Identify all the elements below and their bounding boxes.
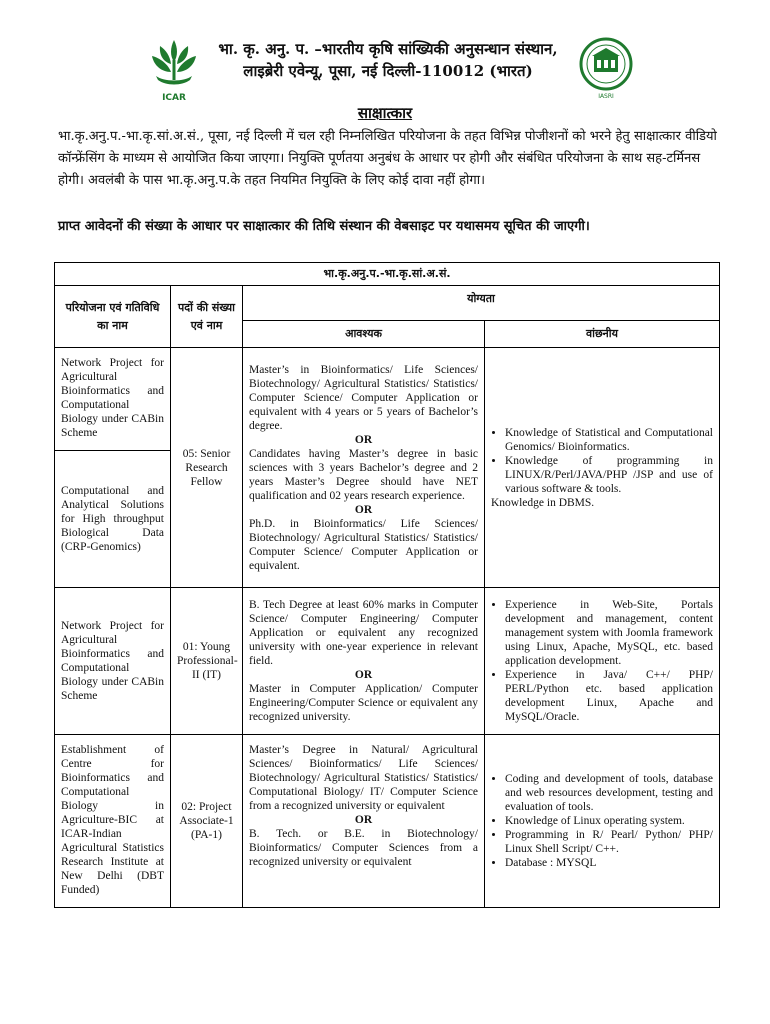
project-name: Computational and Analytical Solutions for High throughput Biological Data (CRP-Genomics) bbox=[55, 451, 171, 588]
intro-paragraph: भा.कृ.अनु.प.-भा.कृ.सां.अ.सं., पूसा, नई दिल्ली में चल रही निम्नलिखित परियोजना के तहत विभिन्न पोजीशनों को भरने हेतु साक्षात्कार वीडियो कॉन्फ्रेंसिंग के माध्यम से आयोजित किया जाएगा। नियुक्ति पूर्णतया अनुबंध के आधार पर होगी और संबंधित परियोजना के साथ सह-टर्मिनस होगी। अवलंबी के पास भा.कृ.अनु.प.के तहत नियमित नियुक्ति के लिए कोई दावा नहीं होगा। bbox=[58, 129, 717, 188]
posts-cell: 02: Project Associate-1 (PA-1) bbox=[171, 735, 243, 908]
table-row bbox=[55, 588, 720, 735]
page-title: साक्षात्कार bbox=[357, 104, 413, 122]
project-name: Network Project for Agricultural Bioinformatics and Computational Biology under CABin Scheme bbox=[55, 348, 171, 451]
desirable-item: • Experience in Web-Site, Portals development and management, content management system with Joomla framework using Linux, Apache, MySQL, etc. based application development. bbox=[505, 598, 713, 668]
header-posts: पदों की संख्या एवं नाम bbox=[171, 286, 243, 348]
essential-text: Candidates having Master’s degree in basic sciences with 3 years Bachelor’s degree and 2 years Master’s Degree should have NET qualification and 02 years research experience. bbox=[249, 447, 478, 502]
desirable-cell bbox=[485, 588, 720, 735]
or-separator: OR bbox=[354, 669, 373, 681]
desirable-item: • Knowledge of Statistical and Computational Genomics/ Bioinformatics. bbox=[505, 426, 713, 454]
header-project: परियोजना एवं गतिविधि का नाम bbox=[55, 286, 171, 348]
or-separator: OR bbox=[354, 503, 373, 516]
essential-text: B. Tech Degree at least 60% marks in Computer Science/ Computer Engineering/ Computer Application or equivalent any recognized university with one-year experience in relevant field. bbox=[249, 599, 478, 667]
desirable-cell bbox=[485, 735, 720, 908]
iasri-logo bbox=[578, 32, 634, 102]
desirable-item: • Knowledge of programming in LINUX/R/Perl/JAVA/PHP /JSP and use of various software & tools. bbox=[505, 454, 713, 496]
essential-text: Master’s in Bioinformatics/ Life Sciences/ Biotechnology/ Agricultural Statistics/ Statistics/ Computer Science/ Computer Application or equivalent with 4 years or 5 years of Bachelor’s degree. bbox=[249, 363, 478, 432]
desirable-item: • Programming in R/ Pearl/ Python/ PHP/ Linux Shell Script/ C++. bbox=[505, 828, 713, 856]
institute-name bbox=[208, 38, 568, 82]
desirable-cell bbox=[485, 348, 720, 588]
desirable-item: • Knowledge of Linux operating system. bbox=[505, 814, 713, 828]
svg-text:IASRI: IASRI bbox=[598, 93, 614, 100]
institute-line-1: भा. कृ. अनु. प. –भारतीय कृषि सांख्यिकी अनुसन्धान संस्थान, bbox=[218, 40, 558, 58]
svg-text:ICAR: ICAR bbox=[162, 93, 186, 103]
header-qualification: योग्यता bbox=[243, 286, 720, 321]
table-title: भा.कृ.अनु.प.-भा.कृ.सां.अ.सं. bbox=[55, 263, 720, 286]
essential-cell bbox=[243, 348, 485, 588]
essential-cell bbox=[243, 735, 485, 908]
posts-cell: 01: Young Professional-II (IT) bbox=[171, 588, 243, 735]
posts-cell: 05: Senior Research Fellow bbox=[171, 348, 243, 588]
table-title-row bbox=[55, 263, 720, 286]
letterhead bbox=[0, 28, 770, 106]
institute-address: लाइब्रेरी एवेन्यू, पूसा, नई दिल्ली-110012 (भारत) bbox=[243, 62, 533, 80]
header-essential: आवश्यक bbox=[243, 321, 485, 348]
header-desirable: वांछनीय bbox=[485, 321, 720, 348]
table-row bbox=[55, 735, 720, 908]
essential-cell bbox=[243, 588, 485, 735]
or-separator: OR bbox=[354, 433, 373, 446]
essential-text: Master’s Degree in Natural/ Agricultural Sciences/ Bioinformatics/ Life Sciences/ Biotechnology/ Agricultural Statistics/ Statistics/ Computational Biology/ IT/ Computer Science from a recognized university or equivalent bbox=[249, 744, 478, 812]
essential-text: Ph.D. in Bioinformatics/ Life Sciences/ Biotechnology/ Agricultural Statistics/ Statistics/ Computer Science/ Computer Application or equivalent. bbox=[249, 517, 478, 572]
essential-text: Master in Computer Application/ Computer Engineering/Computer Science or equivalent any recognized university. bbox=[249, 683, 478, 723]
project-name: Network Project for Agricultural Bioinformatics and Computational Biology under CABin Scheme bbox=[55, 588, 171, 735]
icar-logo bbox=[146, 34, 202, 104]
essential-text: B. Tech. or B.E. in Biotechnology/ Bioinformatics/ Computer Sciences from a recognized university or equivalent bbox=[249, 828, 478, 868]
desirable-extra: Knowledge in DBMS. bbox=[491, 496, 595, 509]
table-header-row bbox=[55, 286, 720, 321]
desirable-item: • Database : MYSQL bbox=[505, 856, 713, 870]
project-name: Establishment of Centre for Bioinformatics and Computational Biology in Agriculture-BIC at ICAR-Indian Agricultural Statistics Research Institute at New Delhi (DBT Funded) bbox=[55, 735, 171, 908]
desirable-item: • Coding and development of tools, database and web resources development, testing and evaluation of tools. bbox=[505, 772, 713, 814]
table-row bbox=[55, 348, 720, 451]
positions-table bbox=[54, 262, 720, 908]
interview-date-notice: प्राप्त आवेदनों की संख्या के आधार पर साक्षात्कार की तिथि संस्थान की वेबसाइट पर यथासमय सूचित की जाएगी। bbox=[58, 219, 590, 234]
or-separator: OR bbox=[354, 814, 373, 826]
desirable-item: • Experience in Java/ C++/ PHP/ PERL/Python etc. based application development Linux, Apache and MySQL/Oracle. bbox=[505, 668, 713, 724]
